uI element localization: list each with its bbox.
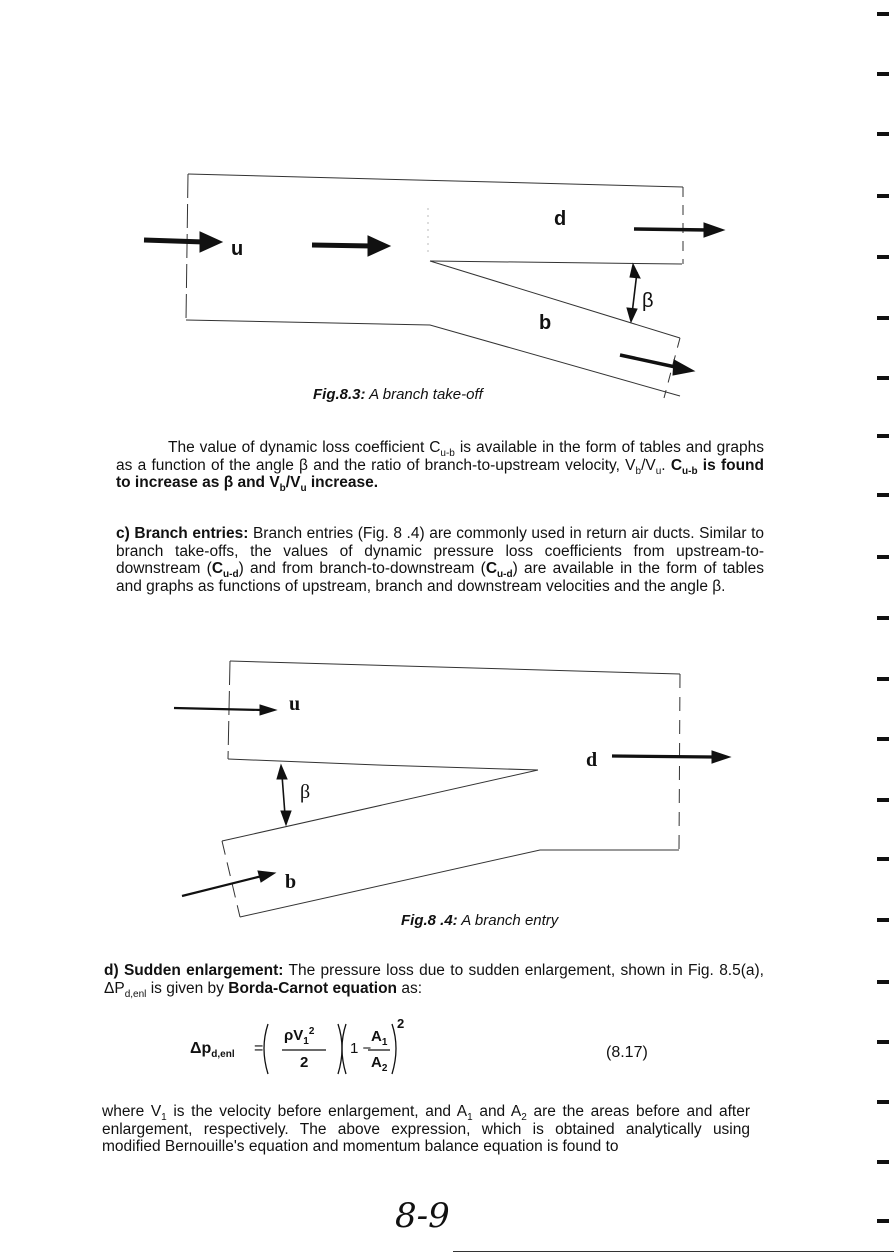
branch-upper-wall — [222, 770, 538, 841]
coefficient: $C_{u-d}$ — [211, 560, 239, 581]
margin-mark — [877, 677, 889, 681]
label-d: d — [554, 208, 567, 230]
text: /V — [641, 456, 656, 474]
margin-mark — [877, 132, 889, 136]
section-heading: d) Sudden enlargement: — [104, 962, 284, 979]
subscript: u — [655, 465, 662, 477]
paragraph-where — [102, 1103, 750, 1156]
paragraph-branch-entries — [116, 525, 764, 595]
label-beta: β — [300, 781, 311, 803]
arrow-inlet-u-head — [260, 705, 276, 715]
branch-lower-wall — [240, 850, 679, 917]
duct-inner-wall — [228, 759, 538, 770]
figure-caption-text: A branch entry — [457, 912, 559, 929]
bottom-rule — [453, 1251, 894, 1252]
text: are the areas before and after enlargement, respectively. The above expression, which is obtained analytically using modified Bernouille's equation and momentum balance equation is found to — [102, 1103, 751, 1155]
text: where V — [102, 1103, 162, 1120]
margin-mark — [877, 493, 889, 497]
figure-number: Fig.8.3: — [313, 386, 366, 403]
figure-branch-take-off — [0, 160, 894, 410]
duct-right-wall — [679, 674, 680, 850]
arrow-outlet-d — [634, 229, 708, 230]
margin-mark — [877, 434, 889, 438]
text: The pressure loss due to sudden enlargement, shown in Fig. 8.5(a), ΔP — [104, 962, 764, 997]
label-beta: β — [642, 290, 654, 312]
label-u: u — [289, 693, 301, 715]
branch-inner-wall — [430, 261, 682, 264]
text: ) and from branch-to-downstream ( — [238, 560, 486, 577]
arrow-inlet-mid — [312, 245, 372, 246]
one-minus: 1 − — [350, 1040, 372, 1057]
equation-number: (8.17) — [606, 1044, 648, 1061]
subscript: u-b — [440, 448, 455, 460]
area-ratio-denominator: $A_2$ — [371, 1054, 388, 1074]
arrow-inlet-u — [174, 708, 262, 710]
subscript: d,enl — [124, 988, 147, 1000]
arrow-inlet-mid-head — [368, 236, 390, 256]
duct-bottom-wall — [186, 320, 680, 396]
margin-mark — [877, 1160, 889, 1164]
equals-sign: = — [254, 1040, 264, 1057]
figure-number: Fig.8 .4: — [401, 912, 458, 929]
subscript: 1 — [467, 1112, 473, 1124]
margin-mark — [877, 12, 889, 16]
subscript: 1 — [161, 1112, 167, 1124]
section-heading: c) Branch entries: — [116, 525, 249, 542]
arrow-inlet-b-head — [258, 871, 275, 882]
branch-take-off-diagram — [0, 160, 894, 410]
bold-statement: $C_{u-b}$ is found to increase as β and $V_b/V_u$ increase. — [116, 456, 764, 495]
figure-caption — [401, 912, 558, 929]
text: is the velocity before enlargement, and A — [166, 1103, 468, 1120]
arrow-inlet-left — [144, 240, 204, 242]
equation-brackets — [190, 1010, 750, 1090]
subscript: b — [635, 465, 642, 477]
margin-mark — [877, 857, 889, 861]
beta-angle-marker — [277, 765, 291, 825]
figure-caption — [313, 386, 483, 403]
numerator-rho-v: $\rho V_1^2$ — [284, 1026, 315, 1047]
text: The value of dynamic loss coefficient C — [168, 439, 441, 456]
margin-mark — [877, 376, 889, 380]
label-b: b — [285, 871, 297, 893]
beta-angle-marker — [627, 264, 640, 322]
coefficient: $C_{u-d}$ — [485, 560, 513, 581]
text: is given by — [146, 979, 229, 997]
margin-mark — [877, 316, 889, 320]
branch-inlet-wall — [222, 841, 240, 917]
arrow-outlet-b-head — [673, 360, 694, 375]
paragraph-loss-coefficient — [116, 439, 764, 495]
text: is available in the form of tables and graphs as a function of the angle β and the ratio of branch-to-upstream velocity, V — [116, 439, 764, 474]
denominator-two: 2 — [300, 1054, 309, 1071]
label-d: d — [586, 749, 598, 771]
text: and A — [472, 1103, 522, 1120]
area-ratio-numerator: $A_1$ — [371, 1028, 388, 1048]
margin-mark — [877, 616, 889, 620]
duct-left-wall — [186, 174, 188, 320]
margin-mark — [877, 737, 889, 741]
arrow-inlet-b — [182, 876, 262, 896]
subscript: 2 — [521, 1112, 527, 1124]
figure-branch-entry — [0, 655, 894, 940]
label-b: b — [539, 312, 552, 334]
margin-mark — [877, 72, 889, 76]
margin-mark — [877, 1219, 889, 1223]
margin-mark — [877, 918, 889, 922]
text: Branch entries (Fig. 8 .4) are commonly used in return air ducts. Similar to branch take-offs, the values of dynamic pressure loss coefficients from upstream-to-downstream ( — [116, 525, 764, 577]
paragraph-sudden-enlargement — [104, 962, 764, 1000]
arrow-outlet-d — [612, 756, 714, 757]
figure-caption-text: A branch take-off — [365, 386, 483, 403]
margin-mark — [877, 980, 889, 984]
outer-power: 2 — [397, 1016, 405, 1031]
branch-entry-diagram — [0, 655, 894, 940]
equation-lhs: $\Delta p_{d,enl}$ — [190, 1040, 235, 1061]
text: as: — [397, 979, 423, 997]
duct-top-wall — [188, 174, 683, 187]
equation-name: Borda-Carnot equation — [228, 979, 398, 997]
arrow-inlet-left-head — [200, 232, 222, 252]
flow-arrows — [174, 705, 730, 896]
arrow-outlet-d-head — [704, 223, 724, 237]
text: ) are available in the form of tables and graphs as functions of upstream, branch and downstream velocities and the angle β. — [116, 560, 764, 595]
margin-mark — [877, 798, 889, 802]
margin-mark — [877, 1040, 889, 1044]
margin-mark — [877, 1100, 889, 1104]
duct-top-wall — [230, 661, 680, 674]
margin-mark — [877, 555, 889, 559]
margin-mark — [877, 194, 889, 198]
text: . — [661, 456, 671, 474]
page-number: 8-9 — [395, 1196, 450, 1236]
label-u: u — [231, 238, 244, 260]
margin-mark — [877, 255, 889, 259]
arrow-outlet-d-head — [712, 751, 730, 763]
borda-carnot-equation — [190, 1010, 750, 1090]
arrow-outlet-b — [620, 355, 680, 368]
